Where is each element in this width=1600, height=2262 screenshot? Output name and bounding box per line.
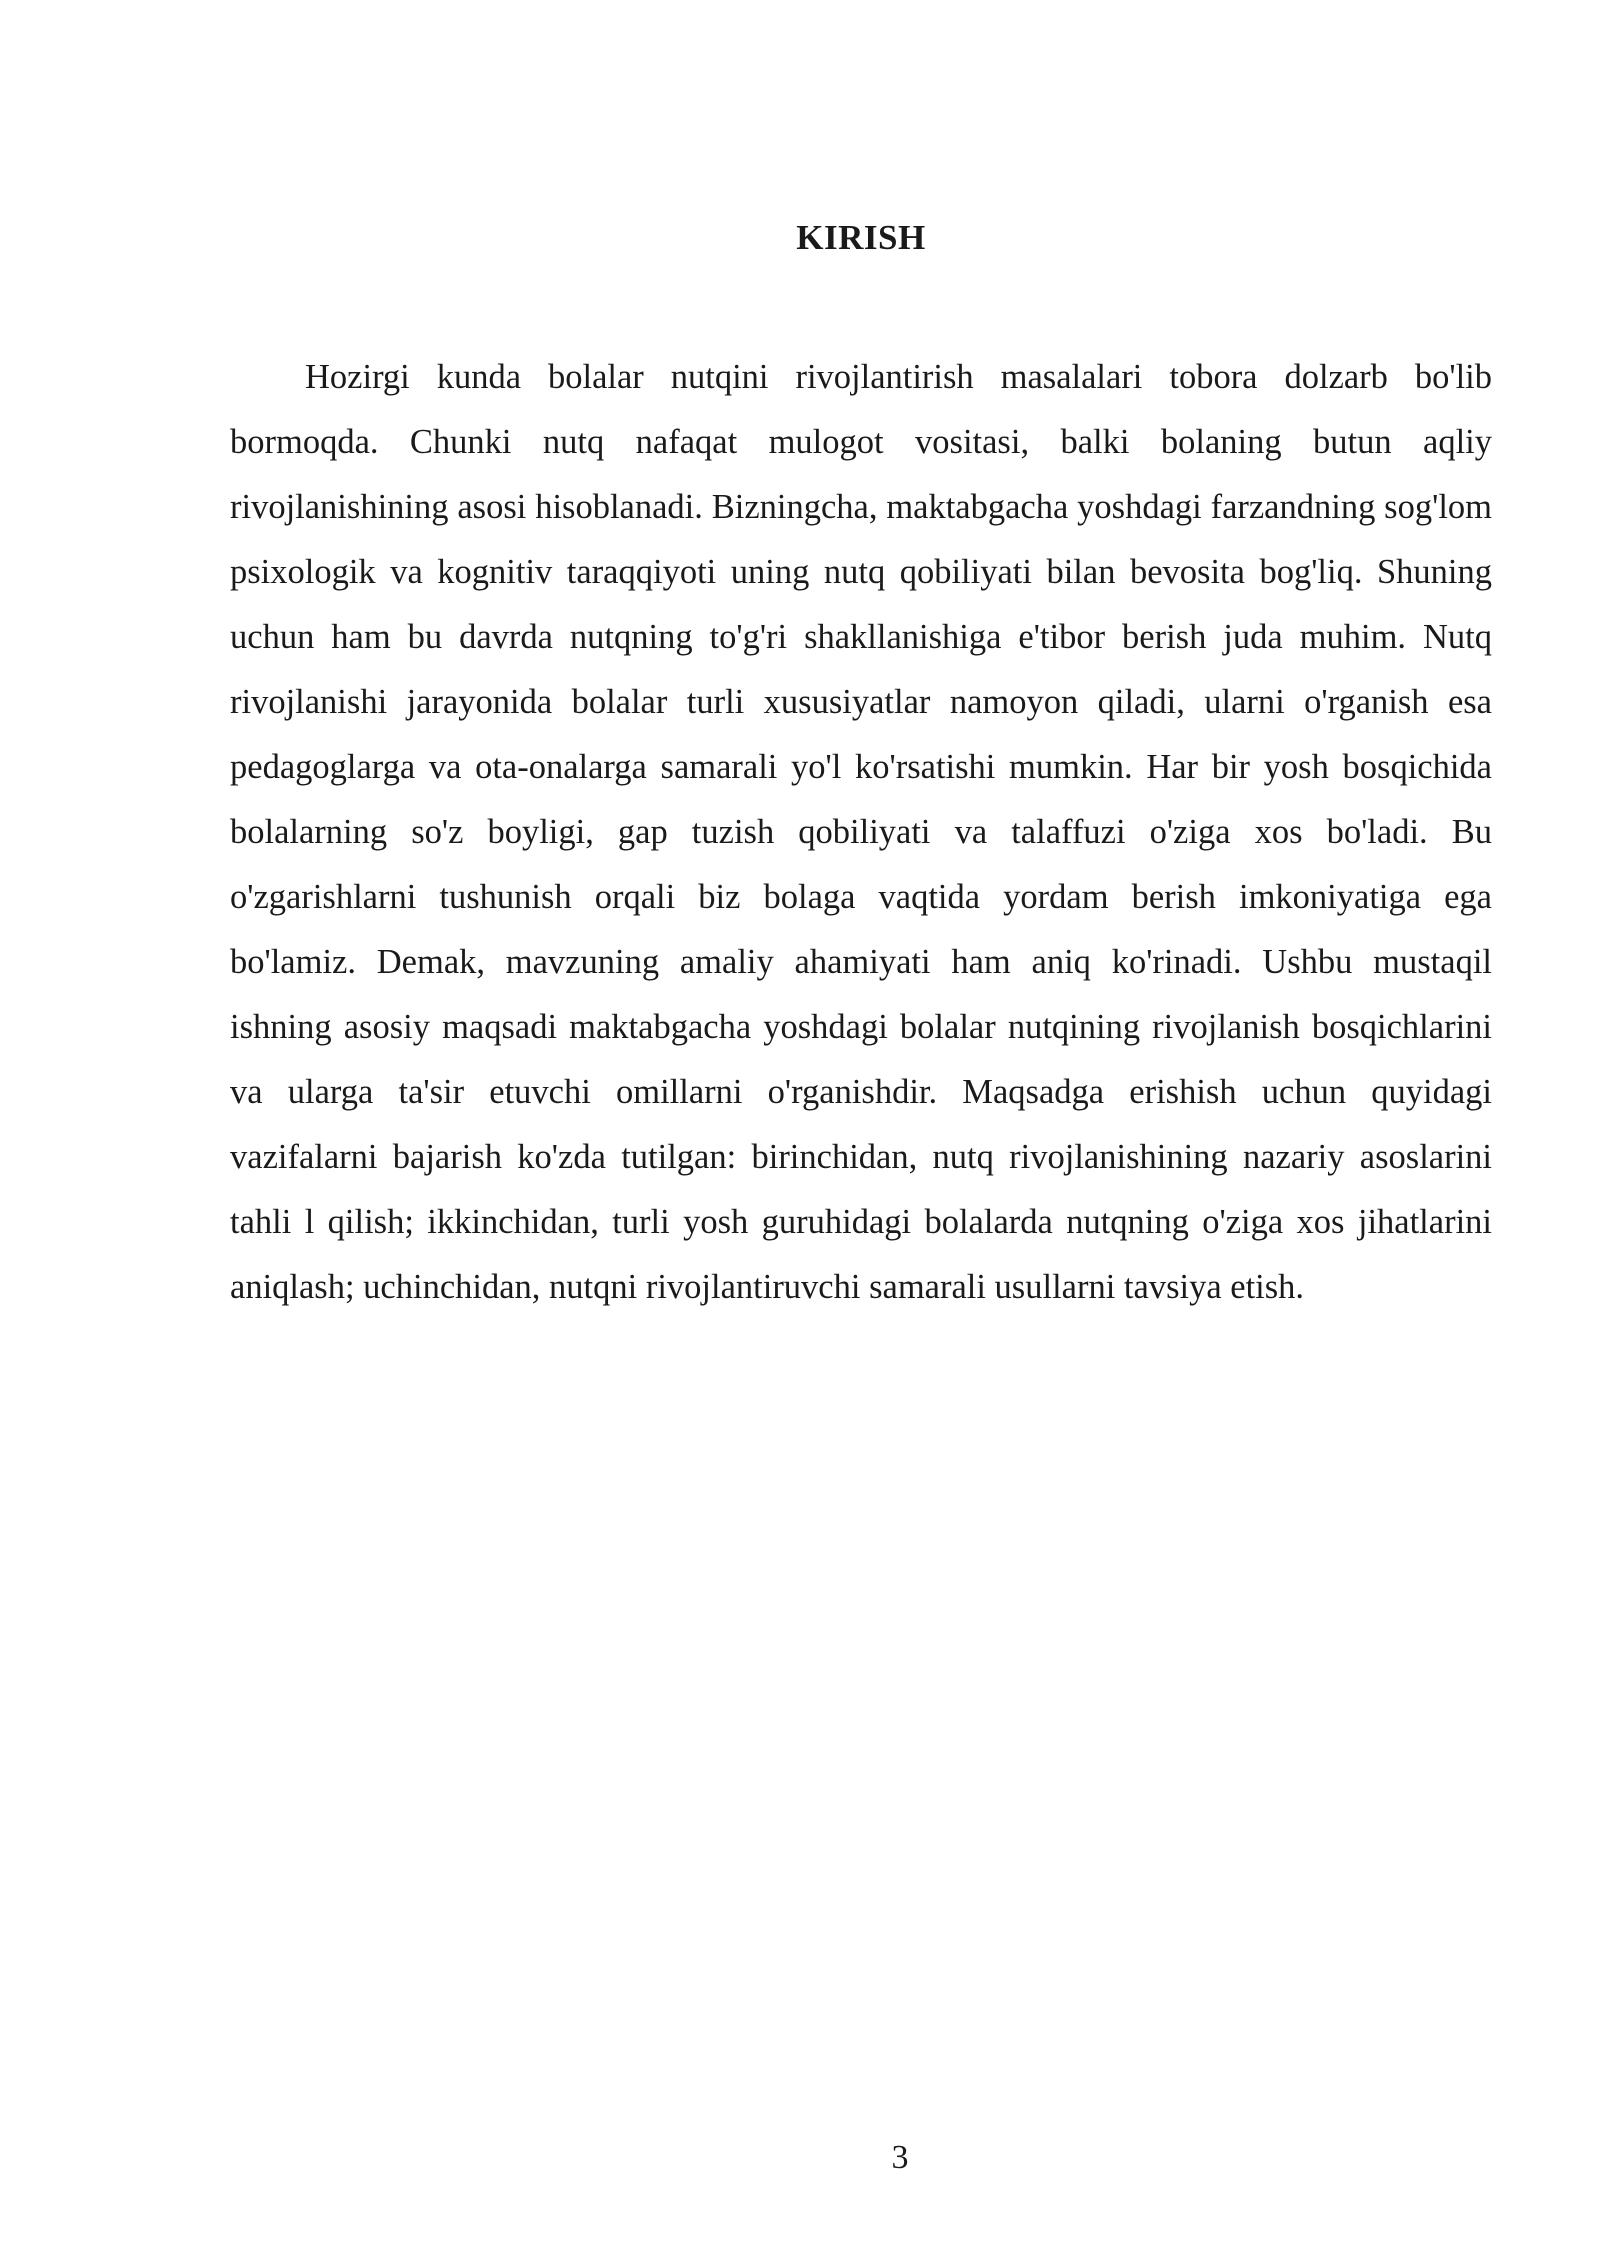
page-number: 3 bbox=[891, 2139, 909, 2176]
body-paragraph: Hozirgi kunda bolalar nutqini rivojlantirish masalalari tobora dolzarb bo'lib bormoqda. Chunki nutq nafaqat mulogot vositasi, balki bolaning butun aqliy rivojlanishining asosi hisoblanadi. Bizningcha, maktabgacha yoshdagi farzandning sog'lom psixologik va kognitiv taraqqiyoti uning nutq qobiliyati bilan bevosita bog'liq. Shuning uchun ham bu davrda nutqning to'g'ri shakllanishiga e'tibor berish juda muhim. Nutq rivojlanishi jarayonida bolalar turli xususiyatlar namoyon qiladi, ularni o'rganish esa pedagoglarga va ota-onalarga samarali yo'l ko'rsatishi mumkin. Har bir yosh bosqichida bolalarning so'z boyligi, gap tuzish qobiliyati va talaffuzi o'ziga xos bo'ladi. Bu o'zgarishlarni tushunish orqali biz bolaga vaqtida yordam berish imkoniyatiga ega bo'lamiz. Demak, mavzuning amaliy ahamiyati ham aniq ko'rinadi. Ushbu mustaqil ishning asosiy maqsadi maktabgacha yoshdagi bolalar nutqining rivojlanish bosqichlarini va ularga ta'sir etuvchi omillarni o'rganishdir. Maqsadga erishish uchun quyidagi vazifalarni bajarish ko'zda tutilgan: birinchidan, nutq rivojlanishining nazariy asoslarini tahli l qilish; ikkinchidan, turli yosh guruhidagi bolalarda nutqning o'ziga xos jihatlarini aniqlash; uchinchidan, nutqni rivojlantiruvchi samarali usullarni tavsiya etish. bbox=[230, 358, 1492, 1306]
section-heading: KIRISH bbox=[796, 218, 926, 257]
